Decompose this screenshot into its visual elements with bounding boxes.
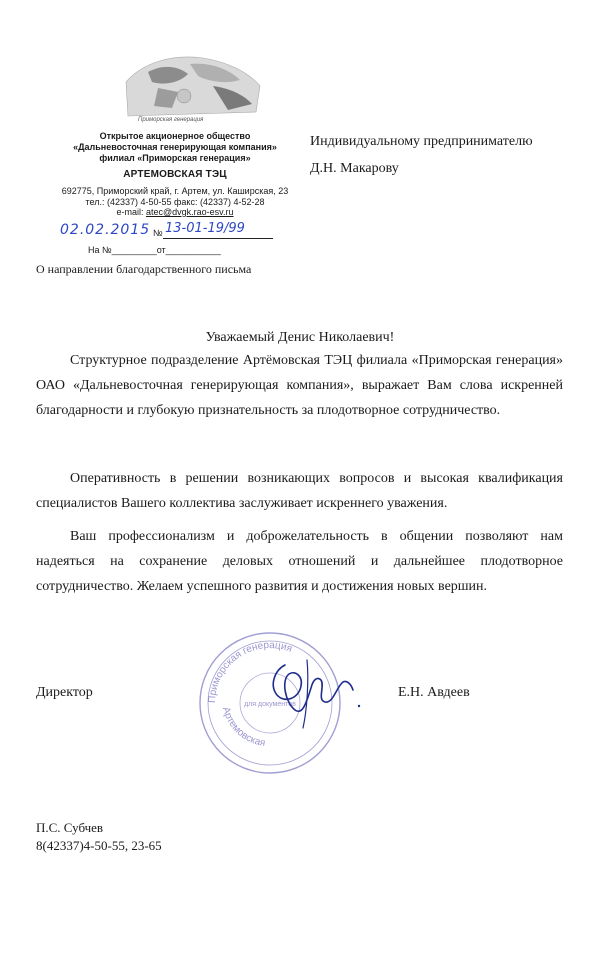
address: 692775, Приморский край, г. Артем, ул. Каширская, 23 <box>61 186 289 196</box>
stamp-text-bottom: Артемовская <box>219 705 267 750</box>
executor-phone: 8(42337)4-50-55, 23-65 <box>36 838 162 853</box>
body-paragraph-3: Ваш профессионализм и доброжелательность в общении позволяют нам надеяться на сохранение деловых отношений и дальнейшее плодотворное сотрудничество. Желаем успешного развития и достижения новых вершин. <box>36 529 563 594</box>
addressee-title: Индивидуальному предпринимателю <box>310 134 533 149</box>
addressee-block <box>310 128 533 182</box>
signer-role: Директор <box>36 685 93 700</box>
reply-reference-line: На №_________от___________ <box>88 245 221 255</box>
stamp-text-center: для документов <box>244 701 296 708</box>
organization-block <box>60 131 290 164</box>
addressee-name: Д.Н. Макарову <box>310 161 399 176</box>
company-logo <box>118 52 268 124</box>
phones: тел.: (42337) 4-50-55 факс: (42337) 4-52-28 <box>85 196 265 207</box>
handwritten-signature <box>255 640 365 730</box>
number-underline <box>163 238 273 239</box>
plant-name: АРТЕМОВСКАЯ ТЭЦ <box>123 169 227 180</box>
letter-subject: О направлении благодарственного письма <box>36 262 252 276</box>
executor-name: П.С. Субчев <box>36 820 104 835</box>
signer-name: Е.Н. Авдеев <box>398 685 470 700</box>
org-line-1: Открытое акционерное общество <box>99 131 251 141</box>
number-label: № <box>153 228 163 238</box>
org-line-2: «Дальневосточная генерирующая компания» <box>73 142 277 152</box>
email-row <box>60 207 290 218</box>
body-paragraph-1: Структурное подразделение Артёмовская ТЭЦ филиала «Приморская генерация» ОАО «Дальневосточная генерирующая компания», выражает Вам слова искренней благодарности и глубокую признательность за плодотворное сотрудничество. <box>36 353 563 418</box>
email-label: e-mail: <box>116 207 146 217</box>
email-link[interactable]: atec@dvgk.rao-esv.ru <box>146 207 234 217</box>
greeting: Уважаемый Денис Николаевич! <box>205 330 395 345</box>
outgoing-number: 13-01-19/99 <box>165 221 245 236</box>
contact-block <box>60 186 290 218</box>
logo-lettering: Приморская генерация <box>138 117 204 123</box>
body-paragraph-2: Оперативность в решении возникающих вопросов и высокая квалификация специалистов Вашего коллектива заслуживает искреннего уважения. <box>36 471 563 511</box>
stamp-text-top: Приморская генерация <box>206 639 294 704</box>
outgoing-date: 02.02.2015 <box>60 222 151 238</box>
org-line-3: филиал «Приморская генерация» <box>99 153 251 163</box>
